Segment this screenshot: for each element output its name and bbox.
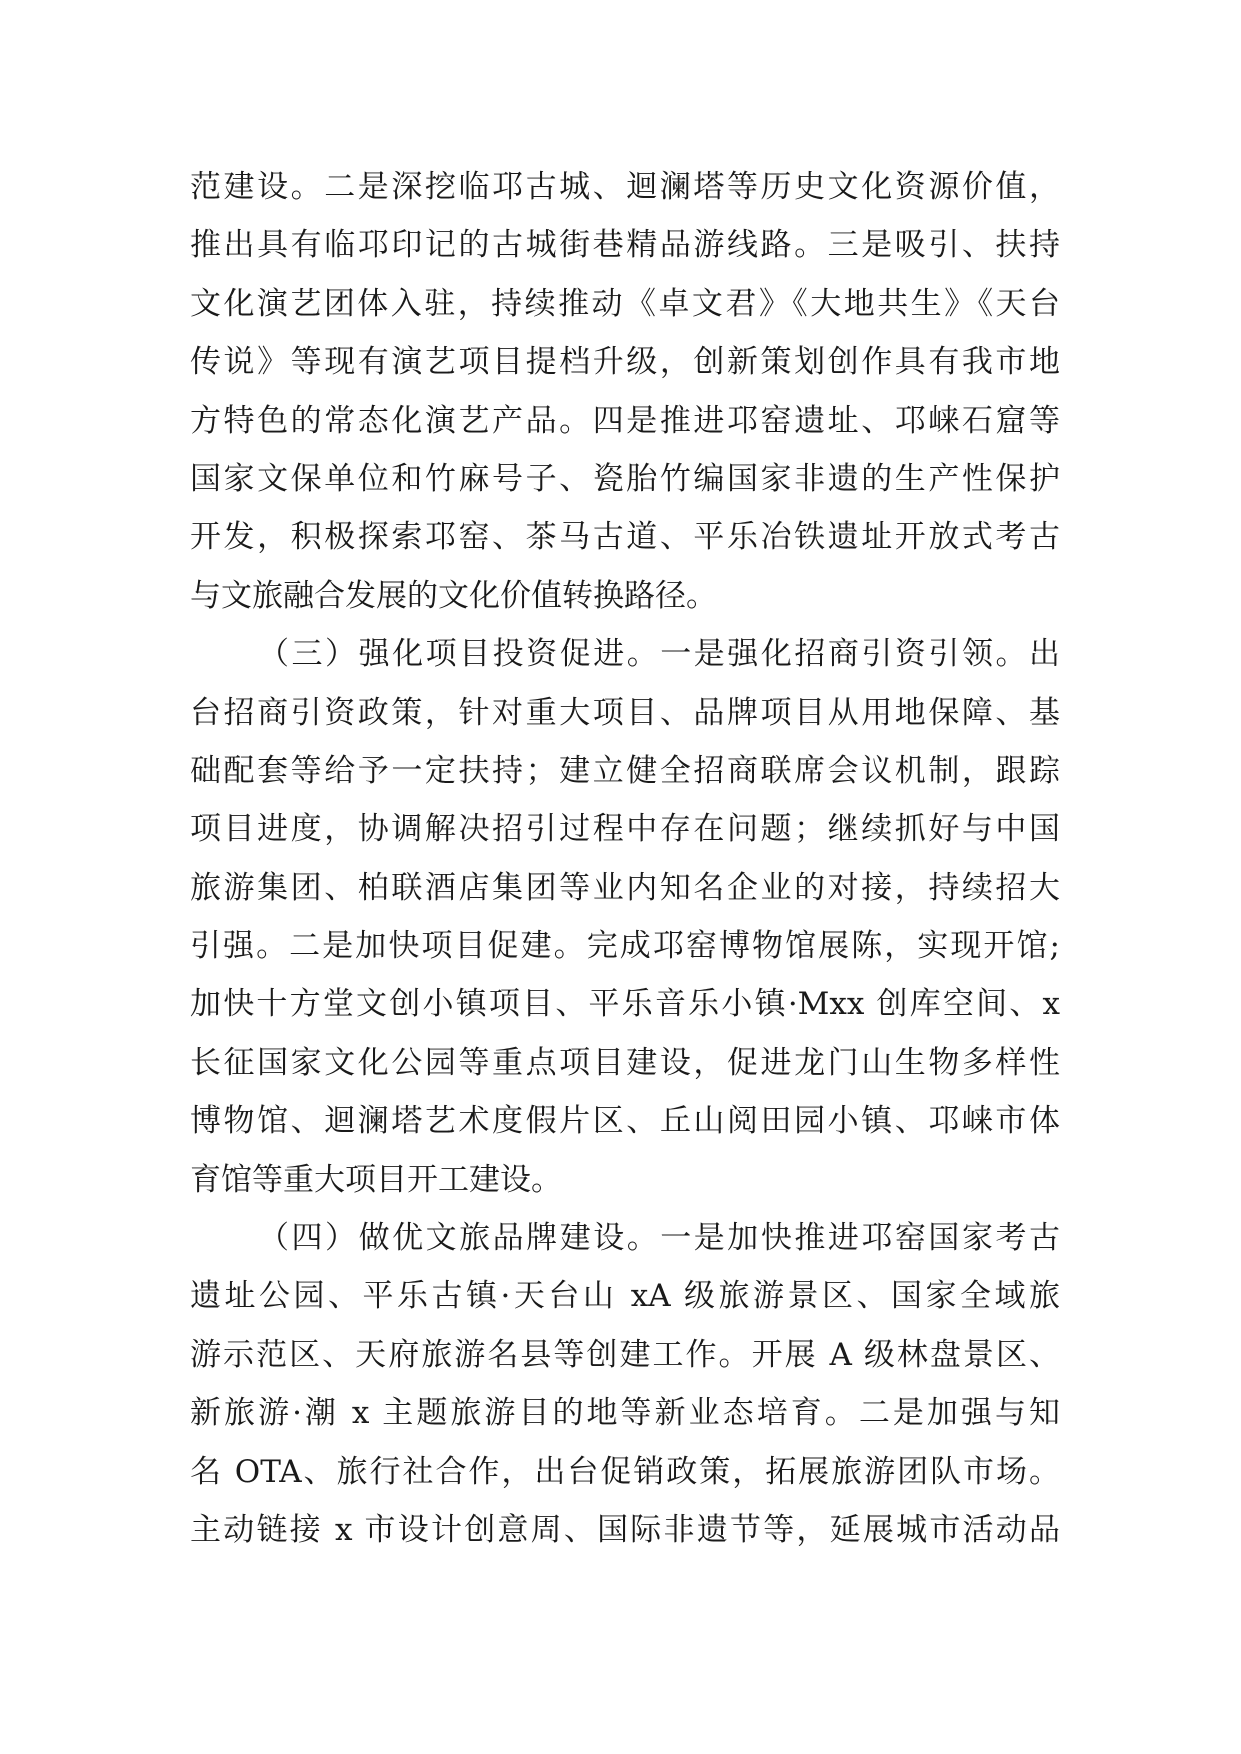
- text-line: 础配套等给予一定扶持；建立健全招商联席会议机制，跟踪: [190, 752, 1060, 789]
- text-line: 开发，积极探索邛窑、茶马古道、平乐冶铁遗址开放式考古: [190, 519, 1060, 556]
- text-line: 文化演艺团体入驻，持续推动《卓文君》《大地共生》《天台: [190, 285, 1060, 322]
- text-line: 长征国家文化公园等重点项目建设，促进龙门山生物多样性: [190, 1044, 1060, 1081]
- text-line: 主动链接 x 市设计创意周、国际非遗节等，延展城市活动品: [190, 1511, 1060, 1548]
- text-line: 旅游集团、柏联酒店集团等业内知名企业的对接，持续招大: [190, 869, 1060, 906]
- text-line: 台招商引资政策，针对重大项目、品牌项目从用地保障、基: [190, 694, 1060, 731]
- text-line: 国家文保单位和竹麻号子、瓷胎竹编国家非遗的生产性保护: [190, 460, 1060, 497]
- text-line: 引强。二是加快项目促建。完成邛窑博物馆展陈，实现开馆;: [190, 928, 1060, 965]
- text-line: 博物馆、迴澜塔艺术度假片区、丘山阅田园小镇、邛崃市体: [190, 1103, 1060, 1140]
- text-line: 加快十方堂文创小镇项目、平乐音乐小镇·Mxx 创库空间、x: [190, 986, 1060, 1023]
- body-text: [190, 158, 1060, 1559]
- text-line: 与文旅融合发展的文化价值转换路径。: [190, 577, 717, 614]
- text-line: 名 OTA、旅行社合作，出台促销政策，拓展旅游团队市场。: [190, 1453, 1060, 1490]
- section-heading-line: （三）强化项目投资促进。一是强化招商引资引领。出: [258, 636, 1060, 673]
- text-line: 推出具有临邛印记的古城街巷精品游线路。三是吸引、扶持: [190, 227, 1060, 264]
- text-line: 游示范区、天府旅游名县等创建工作。开展 A 级林盘景区、: [190, 1336, 1060, 1373]
- text-line: 育馆等重大项目开工建设。: [190, 1161, 562, 1198]
- text-line: 项目进度，协调解决招引过程中存在问题；继续抓好与中国: [190, 811, 1060, 848]
- text-line: 传说》等现有演艺项目提档升级，创新策划创作具有我市地: [190, 344, 1060, 381]
- section-heading-line: （四）做优文旅品牌建设。一是加快推进邛窑国家考古: [258, 1220, 1060, 1257]
- text-line: 遗址公园、平乐古镇·天台山 xA 级旅游景区、国家全域旅: [190, 1278, 1060, 1315]
- text-line: 新旅游·潮 x 主题旅游目的地等新业态培育。二是加强与知: [190, 1395, 1060, 1432]
- text-line: 范建设。二是深挖临邛古城、迴澜塔等历史文化资源价值，: [190, 169, 1060, 205]
- text-line: 方特色的常态化演艺产品。四是推进邛窑遗址、邛崃石窟等: [190, 402, 1060, 439]
